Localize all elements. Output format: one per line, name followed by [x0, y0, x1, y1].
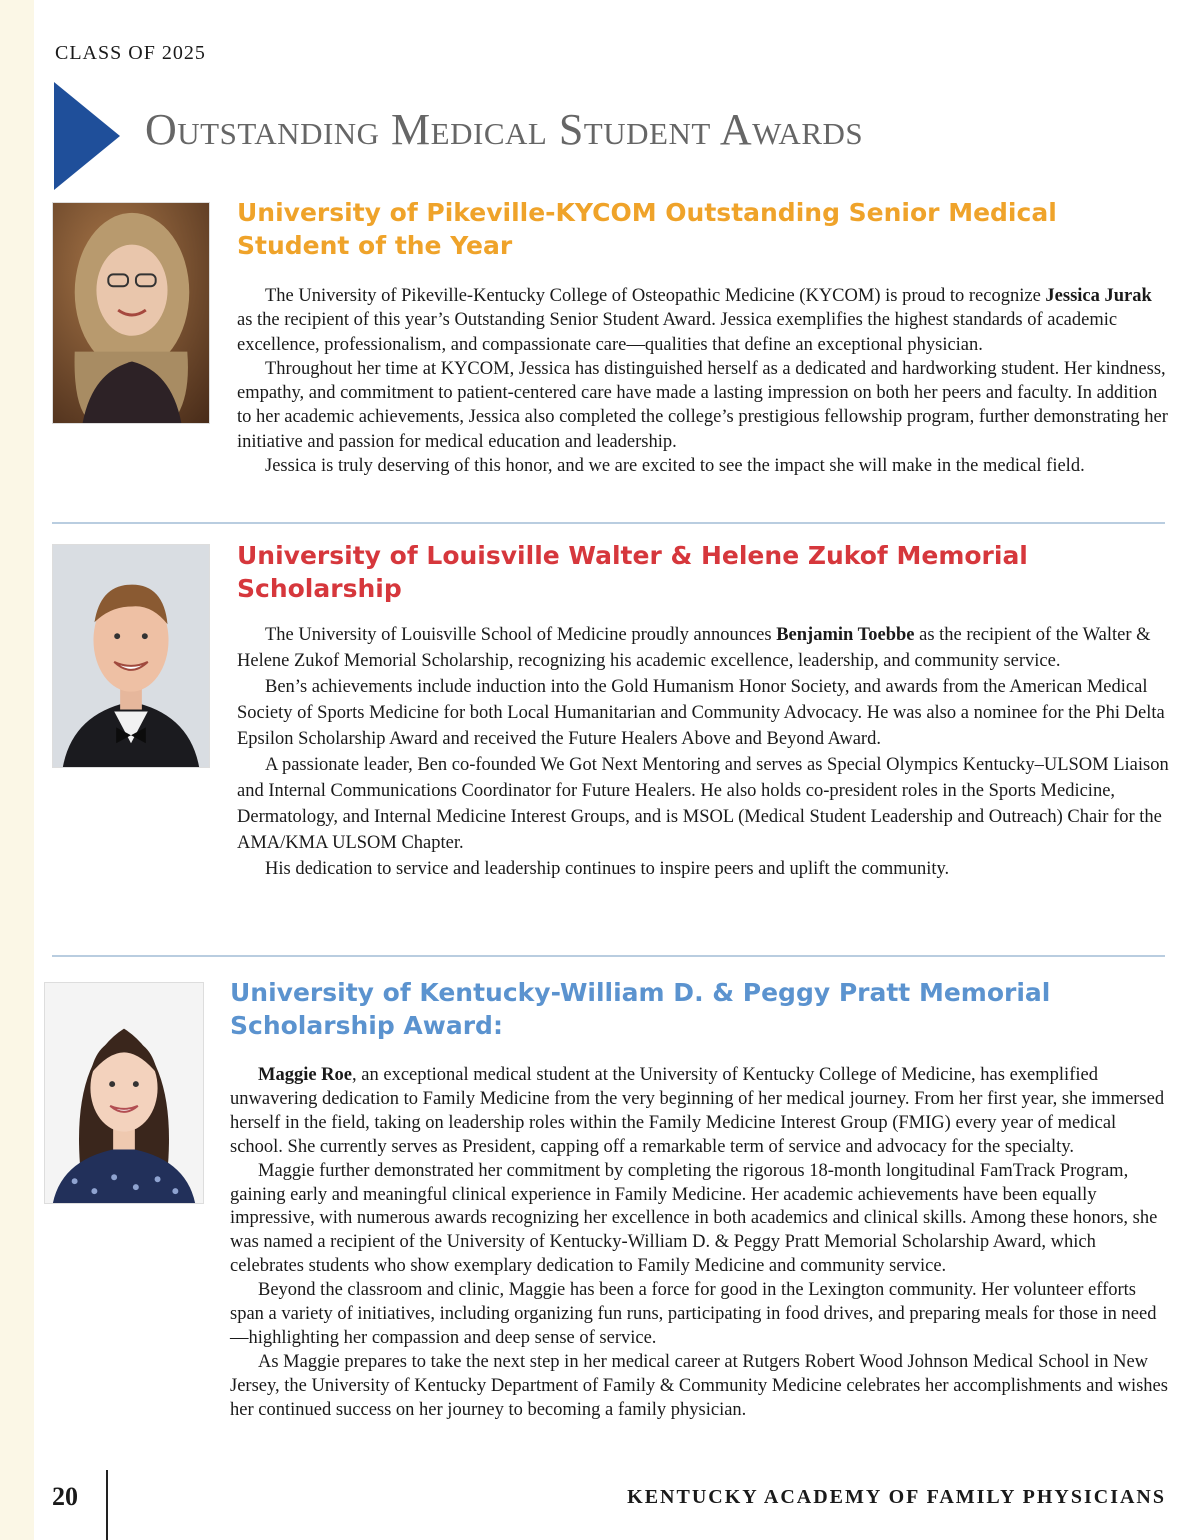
footer-divider [106, 1470, 108, 1540]
arrow-icon [54, 82, 120, 190]
recipient-name: Benjamin Toebbe [776, 625, 915, 645]
section-divider [52, 955, 1165, 957]
paragraph: Maggie Roe, an exceptional medical student at the University of Kentucky College of Medicine, has exemplified unwavering dedication to Family Medicine from the very beginning of her medical journey. From her first year, she immersed herself in the field, taking on leadership roles within the Family Medicine Interest Group (FMIG) every year of medical school. She currently serves as President, capping off a remarkable term of service and advocacy for the specialty. [230, 1065, 1165, 1157]
paragraph: A passionate leader, Ben co-founded We Got Next Mentoring and serves as Special Olympics Kentucky–ULSOM Liaison and Internal Communications Coordinator for Future Healers. He also holds co-president roles in the Sports Medicine, Dermatology, and Internal Medicine Interest Groups, and is MSOL (Medical Student Leadership and Outreach) Chair for the AMA/KMA ULSOM Chapter. [237, 755, 1169, 853]
photo-benjamin-toebbe [52, 544, 210, 768]
section-divider [52, 522, 1165, 524]
recipient-name: Maggie Roe [258, 1065, 353, 1085]
page-number: 20 [52, 1482, 78, 1511]
award-title: University of Louisville Walter & Helene Zukof Memorial Scholarship [237, 541, 1028, 603]
paragraph: His dedication to service and leadership continues to inspire peers and uplift the community. [265, 859, 950, 879]
award-body [237, 622, 1169, 882]
paragraph: As Maggie prepares to take the next step in her medical career at Rutgers Robert Wood Johnson Medical School in New Jersey, the University of Kentucky Department of Family & Community Medicine celebrates her accomplishments and wishes her continued success on her journey to becoming a family physician. [230, 1351, 1168, 1420]
photo-maggie-roe [44, 982, 204, 1204]
award-body [230, 1064, 1170, 1423]
paragraph: Maggie further demonstrated her commitment by completing the rigorous 18-month longitudinal FamTrack Program, gaining early and meaningful clinical experience in Family Medicine. Her academic achievements have been equally impressive, with numerous awards recognizing her excellence in both academics and clinical skills. Among these honors, she was named a recipient of the University of Kentucky-William D. & Peggy Pratt Memorial Scholarship Award, which celebrates students who show exemplary dedication to Family Medicine and community service. [230, 1160, 1158, 1277]
paragraph: The University of Louisville School of Medicine proudly announces Benjamin Toebbe as the recipient of the Walter & Helene Zukof Memorial Scholarship, recognizing his academic excellence, leadership, and community service. [237, 625, 1151, 671]
award-title: University of Kentucky-William D. & Peggy Pratt Memorial Scholarship Award: [230, 978, 1051, 1040]
class-of-label: CLASS OF 2025 [55, 42, 206, 64]
award-body [237, 284, 1169, 478]
paragraph: Ben’s achievements include induction into the Gold Humanism Honor Society, and awards from the American Medical Society of Sports Medicine for both Local Humanitarian and Community Advocacy. He was also a nominee for the Phi Delta Epsilon Scholarship Award and received the Future Healers Above and Beyond Award. [237, 677, 1165, 749]
organization-name: KENTUCKY ACADEMY OF FAMILY PHYSICIANS [627, 1486, 1166, 1508]
paragraph: Beyond the classroom and clinic, Maggie has been a force for good in the Lexington community. Her volunteer efforts span a variety of initiatives, including organizing fun runs, participating in food drives, and preparing meals for those in need—highlighting her compassion and deep sense of service. [230, 1280, 1157, 1348]
recipient-name: Jessica Jurak [1045, 286, 1152, 306]
paragraph: The University of Pikeville-Kentucky College of Osteopathic Medicine (KYCOM) is proud to recognize Jessica Jurak as the recipient of this year’s Outstanding Senior Student Award. Jessica exemplifies the highest standards of academic excellence, professionalism, and compassionate care—qualities that define an exceptional physician. [237, 286, 1152, 355]
paragraph: Jessica is truly deserving of this honor, and we are excited to see the impact she will make in the medical field. [265, 456, 1085, 477]
photo-jessica-jurak [52, 202, 210, 424]
award-title: University of Pikeville-KYCOM Outstanding Senior Medical Student of the Year [237, 198, 1057, 260]
page-edge-stripe [0, 0, 34, 1540]
paragraph: Throughout her time at KYCOM, Jessica has distinguished herself as a dedicated and hardworking student. Her kindness, empathy, and commitment to patient-centered care have made a lasting impression on both her peers and faculty. In addition to her academic achievements, Jessica also completed the college’s prestigious fellowship program, further demonstrating her initiative and passion for medical education and leadership. [237, 358, 1168, 452]
page-title: Outstanding Medical Student Awards [145, 105, 864, 154]
